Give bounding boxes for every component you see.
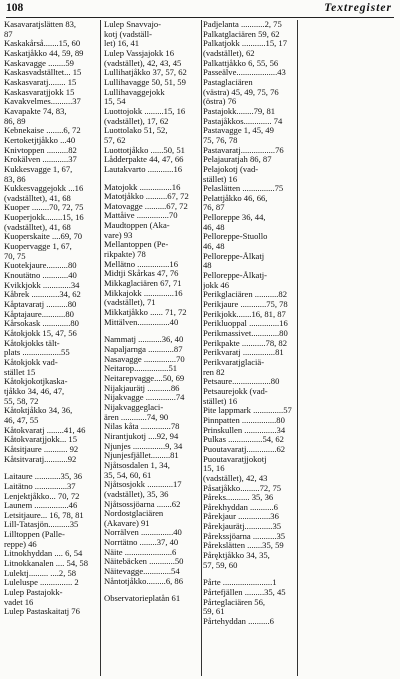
index-entry: Kåtokjokk vad- xyxy=(4,357,58,367)
index-entry: Passeälve...................43 xyxy=(203,68,286,78)
section-gap xyxy=(104,327,200,335)
index-entry: Neitarop................51 xyxy=(104,364,178,374)
index-entry: Nirantjukotj ....92, 94 xyxy=(104,431,179,441)
index-entry: 55, 58, 72 xyxy=(4,396,39,406)
index-entry: stället 15 xyxy=(4,367,36,377)
index-column-2 xyxy=(104,20,200,677)
index-entry: Kaskasvaratj........ 15 xyxy=(4,77,77,87)
page-number: 108 xyxy=(6,2,24,14)
index-entry: 83, 86 xyxy=(4,174,26,184)
index-entry: Neitarepvagge....50, 69 xyxy=(104,373,185,383)
index-entry: 87 xyxy=(4,29,13,39)
index-entry: 86, 89 xyxy=(4,116,26,126)
index-entry: Perikluoppal ..............16 xyxy=(203,319,288,329)
index-entry: Mikkatjåkko ...... 71, 72 xyxy=(104,308,187,318)
index-entry: Pårtefjällen .........35, 45 xyxy=(203,588,286,598)
section-gap xyxy=(104,586,200,594)
index-entry: Pulkas ................54, 62 xyxy=(203,435,284,445)
index-entry: Lullihavagge 50, 51, 59 xyxy=(104,77,186,87)
index-entry: Kåtokjokotjkaska- xyxy=(4,377,68,387)
index-entry: Kaskatjåkko 44, 59, 89 xyxy=(4,48,84,58)
index-entry: Kaskavagge ........59 xyxy=(4,58,74,68)
index-entry: Mittälven...............40 xyxy=(104,317,179,327)
index-entry: 57, 59, 60 xyxy=(203,560,238,570)
index-entry: Kaskasvadställtet... 15 xyxy=(4,68,82,78)
index-entry: Perikglaciären ...........82 xyxy=(203,290,288,300)
index-entry: (västra) 45, 49, 75, 76 xyxy=(203,87,279,97)
index-entry: Kåptavaratj ..........80 xyxy=(4,300,77,310)
index-entry: Mellantoppen (Pe- xyxy=(104,240,169,250)
index-entry: Lulep Snavvajo- xyxy=(104,20,162,29)
index-entry: Padjelanta ...........2, 75 xyxy=(203,20,282,29)
index-entry: 15, 54 xyxy=(104,97,126,107)
index-entry: Observatorieplatån 61 xyxy=(104,594,181,604)
index-entry: Laitätno ...............37 xyxy=(4,481,76,491)
index-entry: Mellätno ...............16 xyxy=(104,259,178,269)
index-entry: Litnokkanalen .... 54, 58 xyxy=(4,559,89,569)
index-entry: vadet 16 xyxy=(4,597,34,607)
index-entry: Njunjes ...............9, 34 xyxy=(104,441,183,451)
index-entry: 35, 54, 60, 61 xyxy=(104,470,152,480)
index-entry: Mikkajokk ..............16 xyxy=(104,288,183,298)
index-entry: Luottotjåkko ......50, 51 xyxy=(104,145,185,155)
index-entry: Pastaglaciären xyxy=(203,77,253,87)
index-entry: Kuoper ........70, 72, 75 xyxy=(4,203,84,213)
index-entry: Lulep Pastaskaitatj 76 xyxy=(4,607,80,617)
index-entry: Kukkesvaggejokk ...16 xyxy=(4,184,84,194)
index-entry: Njåtsosjokk ............17 xyxy=(104,480,182,490)
index-entry: Maudtoppen (Aka- xyxy=(104,221,170,231)
index-entry: stället) 16 xyxy=(203,396,238,406)
index-entry: 46, 48 xyxy=(203,242,225,252)
index-entry: Nåntotjåkko.........6, 86 xyxy=(104,576,184,586)
index-entry: Kasavaratjslätten 83, xyxy=(4,20,77,29)
index-entry: Luottolako 51, 52, xyxy=(104,126,168,136)
index-entry: Luleluspe ............... 2 xyxy=(4,578,79,588)
index-entry: Letsitjaure... 16, 78, 81 xyxy=(4,510,84,520)
index-entry: Pelajokotj (vad- xyxy=(203,164,259,174)
index-entry: 46, 48 xyxy=(203,222,225,232)
index-entry: Kåtsitjaure ........... 92 xyxy=(4,444,79,454)
index-entry: (vadställtet), 41, 68 xyxy=(4,193,71,203)
header-rule xyxy=(6,17,394,18)
index-entry: Pelloreppe-Stuollo xyxy=(203,232,268,242)
index-entry: Lulep Pastajokk- xyxy=(4,588,63,598)
index-entry: (vadstället), 42, 43, 45 xyxy=(104,58,182,68)
index-entry: Pelloreppe-Ålkatj xyxy=(203,251,265,261)
index-entry: Matovagge ..........67, 72 xyxy=(104,201,188,211)
index-entry: Näitebäcken ............50 xyxy=(104,557,184,567)
index-entry: Kuopervagge 1, 67, xyxy=(4,242,72,252)
index-entry: Kårsokask .............80 xyxy=(4,319,79,329)
index-entry: Kvikkjokk .............34 xyxy=(4,280,80,290)
column-divider xyxy=(100,20,101,676)
index-entry: Näite ......................6 xyxy=(104,547,177,557)
index-entry: Midtji Skårkas 47, 76 xyxy=(104,269,179,279)
index-entry: Kuotekjaure..........80 xyxy=(4,261,77,271)
index-entry: Pårekjaurätj.............35 xyxy=(203,522,282,532)
index-entry: Palkatglaciären 59, 62 xyxy=(203,29,280,39)
index-entry: Kuoperjokk........15, 16 xyxy=(4,213,84,223)
index-entry: Nijakjaurätj ...........86 xyxy=(104,383,180,393)
index-entry: (vadstället), 42, 43 xyxy=(203,473,268,483)
index-entry: Perikjokk.......16, 81, 87 xyxy=(203,309,286,319)
index-entry: jokk 46 xyxy=(203,280,230,290)
index-entry: Kåtsitvaratj...........92 xyxy=(4,454,77,464)
index-entry: ren 82 xyxy=(203,367,225,377)
index-entry: Pastavagge 1, 45, 49 xyxy=(203,126,274,136)
index-entry: Kaskakårså.......15, 60 xyxy=(4,39,81,49)
index-entry: (östra) 76 xyxy=(203,97,237,107)
index-entry: Litnokhyddan .... 6, 54 xyxy=(4,549,83,559)
index-entry: Pårekjaur ...............36 xyxy=(203,512,279,522)
index-entry: kotj (vadställ- xyxy=(104,29,152,39)
index-entry: Pårekslätten .......35, 59 xyxy=(203,541,284,551)
index-entry: Palkattjåkko 6, 55, 56 xyxy=(203,58,279,68)
index-entry: ären ............74, 90 xyxy=(104,412,169,422)
index-column-4 xyxy=(299,20,396,677)
index-entry: 46, 47, 55 xyxy=(4,415,39,425)
index-entry: Nordostglaciären xyxy=(104,509,164,519)
index-entry: 59, 61 xyxy=(203,607,225,617)
index-entry: 75, 76, 78 xyxy=(203,135,238,145)
index-entry: Petsaure..................80 xyxy=(203,377,280,387)
index-entry: Kåtokvaratjjokk... 15 xyxy=(4,435,78,445)
index-entry: Pårte .......................1 xyxy=(203,578,277,588)
index-entry: Kavapakte 74, 83, xyxy=(4,106,67,116)
index-entry: Kertoketjtjåkko ...40 xyxy=(4,135,76,145)
index-entry: (vadstället), 71 xyxy=(104,298,156,308)
index-entry: Pastajåkkos............. 74 xyxy=(203,116,283,126)
index-entry: Pelajauratjah 86, 87 xyxy=(203,155,272,165)
index-entry: rikpakte) 78 xyxy=(104,250,146,260)
index-entry: (vadstället), 35, 36 xyxy=(104,489,169,499)
index-entry: Knoutätno ............40 xyxy=(4,271,77,281)
index-entry: Kåtoktjåkko 34, 36, xyxy=(4,406,73,416)
index-entry: Lådderpakte 44, 47, 66 xyxy=(104,155,184,165)
index-entry: Kuoperskaite ....69, 70 xyxy=(4,232,83,242)
index-entry: Kåtokjokks tält- xyxy=(4,338,60,348)
index-entry: vare) 93 xyxy=(104,230,133,240)
index-entry: Lenjektjåkko... 70, 72 xyxy=(4,491,80,501)
index-entry: Lulep Vassjajokk 16 xyxy=(104,48,175,58)
index-entry: Nammatj ...........36, 40 xyxy=(104,335,184,345)
index-entry: Pastavaratj................76 xyxy=(203,145,284,155)
index-entry: Perikvaratjglaciä- xyxy=(203,357,265,367)
index-entry: Kåptajaure...........80 xyxy=(4,309,74,319)
index-entry: Napaljarnga ............87 xyxy=(104,345,183,354)
index-entry: Perikvaratj ...............81 xyxy=(203,348,284,358)
index-entry: Kåtokvaratj ........41, 46 xyxy=(4,425,86,435)
index-entry: (Akavare) 91 xyxy=(104,518,150,528)
index-entry: reppe) 46 xyxy=(4,539,37,549)
index-entry: Petsaurejokk (vad- xyxy=(203,386,268,396)
index-entry: 76, 87 xyxy=(203,203,225,213)
index-entry: Lilltoppen (Palle- xyxy=(4,530,65,540)
index-column-3 xyxy=(203,20,295,677)
index-entry: Pastajokk........79, 81 xyxy=(203,106,276,116)
index-entry: Norrtätno ........37, 40 xyxy=(104,538,179,548)
index-entry: Matotjåkko ..........67, 72 xyxy=(104,192,189,202)
index-entry: Kavakvelmes..........37 xyxy=(4,97,81,107)
index-column-1 xyxy=(4,20,98,677)
index-entry: Pårekssjöarna ...........35 xyxy=(203,531,286,541)
index-entry: Pårteglaciären 56, xyxy=(203,597,266,607)
index-entry: Pårtehyddan ..........6 xyxy=(203,617,274,627)
index-entry: Pelloreppe 36, 44, xyxy=(203,213,266,223)
index-entry: Kåtokjokk 15, 47, 56 xyxy=(4,329,77,338)
index-entry: Krokälven ............37 xyxy=(4,155,77,165)
index-entry: Palkatjokk ...........15, 17 xyxy=(203,39,288,49)
index-entry: Norrälven ...............40 xyxy=(104,528,182,538)
index-entry: Prinskullen ...............34 xyxy=(203,425,286,435)
index-entry: (vadstället), 62 xyxy=(203,48,255,58)
index-entry: 70, 75 xyxy=(4,251,26,261)
index-entry: (vadställtet), 41, 68 xyxy=(4,222,71,232)
index-entry: Lullihatjåkko 37, 57, 62 xyxy=(104,68,187,78)
index-entry: Njåtsossjöarna .......62 xyxy=(104,499,181,509)
index-entry: Näitevagge.............54 xyxy=(104,567,180,577)
index-entry: Matojokk ...............16 xyxy=(104,182,181,192)
index-entry: Launem ................46 xyxy=(4,501,78,511)
index-entry: Perikpakte ...........78, 82 xyxy=(203,338,288,348)
index-entry: Nijakvaggeglaci- xyxy=(104,402,164,412)
index-entry: Lullihavaggejokk xyxy=(104,87,165,97)
index-entry: Njåtsosdalen 1, 34, xyxy=(104,460,170,470)
index-entry: Lautakvarto ............16 xyxy=(104,164,183,174)
index-entry: stället) 16 xyxy=(203,174,238,184)
index-entry: Pelloreppe-Ålkatj- xyxy=(203,271,267,281)
index-entry: Nijakvagge ..............74 xyxy=(104,393,185,403)
index-entry: Kebnekaise ........6, 72 xyxy=(4,126,81,136)
index-entry: Mikkaglaciären 67, 71 xyxy=(104,279,182,289)
index-entry: 15, 16 xyxy=(203,464,225,474)
index-entry: Pite lappmark ..............57 xyxy=(203,406,292,416)
index-entry: plats ..................55 xyxy=(4,348,70,358)
index-entry: Njunjesfjället.........81 xyxy=(104,451,179,461)
index-entry: Kåbrek .............34, 62 xyxy=(4,290,81,300)
index-entry: Kaskasvaratjjokk 15 xyxy=(4,87,75,97)
column-divider xyxy=(201,20,202,676)
index-entry: Puoutavaratj..............62 xyxy=(203,444,286,454)
index-entry: Pelattjåkko 46, 66, xyxy=(203,193,268,203)
index-entry: Pelaslätten ...............75 xyxy=(203,184,284,194)
section-gap xyxy=(104,175,200,183)
index-entry: Knivtoppen ..........82 xyxy=(4,145,77,155)
index-entry: Nasavagge ...............70 xyxy=(104,354,185,364)
index-entry: Laitaure ............35, 36 xyxy=(4,472,83,482)
column-divider xyxy=(297,20,298,676)
index-entry: 48 xyxy=(203,261,212,271)
index-entry: Pårekhyddan ...........6 xyxy=(203,502,278,512)
section-gap xyxy=(203,570,295,578)
index-entry: Lill-Tatasjön..........35 xyxy=(4,520,79,530)
section-gap xyxy=(4,464,98,472)
index-entry: Påręktjåkko 34, 35, xyxy=(203,551,270,561)
index-entry: Lulektj......... ....2, 58 xyxy=(4,568,77,578)
index-entry: Mattåive ...............70 xyxy=(104,211,178,221)
index-entry: 57, 62 xyxy=(104,135,126,145)
index-entry: Perikmassivet.............80 xyxy=(203,329,288,338)
index-entry: Nilas kåta ..............78 xyxy=(104,422,180,432)
index-entry: Luottojokk .........15, 16 xyxy=(104,106,186,116)
index-entry: Perikjaure ............75, 78 xyxy=(203,300,288,310)
index-entry: Pinnpatten ................80 xyxy=(203,415,285,425)
index-entry: Påreks........... 35, 36 xyxy=(203,493,274,503)
index-entry: (vadstället), 17, 62 xyxy=(104,116,169,126)
index-entry: Påsatjåkko.........72, 75 xyxy=(203,483,282,493)
running-title: Textregister xyxy=(324,2,392,14)
index-entry: Puoutavaratjjokotj xyxy=(203,454,267,464)
index-entry: tjåkko 34, 46, 47, xyxy=(4,386,65,396)
index-entry: Kukkesvagge 1, 67, xyxy=(4,164,73,174)
page-header xyxy=(6,2,394,16)
index-entry: let) 16, 41 xyxy=(104,39,140,49)
